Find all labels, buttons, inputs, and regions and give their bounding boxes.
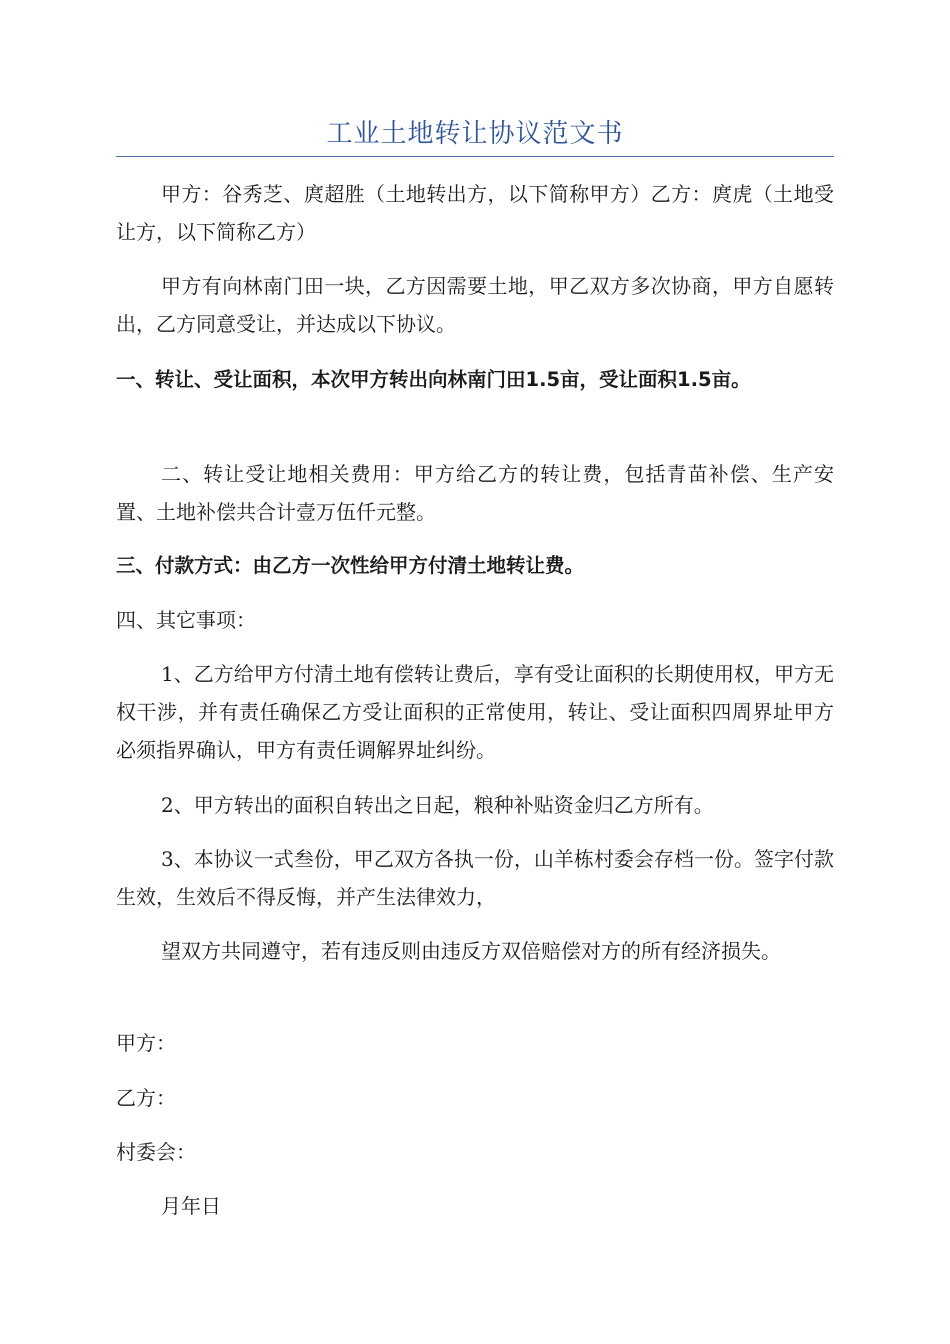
signature-date: 月年日 <box>161 1194 221 1218</box>
clause-1-area: 一、转让、受让面积，本次甲方转出向林南门田1.5亩，受让面积1.5亩。 <box>116 368 751 391</box>
clause-4-heading: 四、其它事项： <box>116 608 256 632</box>
signature-party-b: 乙方： <box>116 1086 176 1110</box>
signature-party-a: 甲方： <box>116 1031 176 1055</box>
parties-paragraph: 甲方：谷秀芝、庹超胜（土地转出方，以下简称甲方）乙方：庹虎（土地受让方，以下简称乙方） <box>116 182 834 244</box>
title-block <box>116 112 834 157</box>
signature-village-committee: 村委会： <box>116 1140 196 1164</box>
clause-2-fees: 二、转让受让地相关费用：甲方给乙方的转让费，包括青苗补偿、生产安置、土地补偿共合计壹万伍仟元整。 <box>116 462 834 524</box>
intro-paragraph: 甲方有向林南门田一块，乙方因需要土地，甲乙双方多次协商，甲方自愿转出，乙方同意受让，并达成以下协议。 <box>116 274 834 336</box>
document-title: 工业土地转让协议范文书 <box>326 119 624 149</box>
closing-paragraph: 望双方共同遵守，若有违反则由违反方双倍赔偿对方的所有经济损失。 <box>161 939 781 963</box>
clause-3-payment: 三、付款方式：由乙方一次性给甲方付清土地转让费。 <box>116 554 585 577</box>
clause-4-item-3: 3、本协议一式叁份，甲乙双方各执一份，山羊栋村委会存档一份。签字付款生效，生效后不得反悔，并产生法律效力， <box>116 847 834 909</box>
clause-4-item-2: 2、甲方转出的面积自转出之日起，粮种补贴资金归乙方所有。 <box>161 793 714 817</box>
clause-4-item-1: 1、乙方给甲方付清土地有偿转让费后，享有受让面积的长期使用权，甲方无权干涉，并有责任确保乙方受让面积的正常使用，转让、受让面积四周界址甲方必须指界确认，甲方有责任调解界址纠纷。 <box>116 662 834 762</box>
